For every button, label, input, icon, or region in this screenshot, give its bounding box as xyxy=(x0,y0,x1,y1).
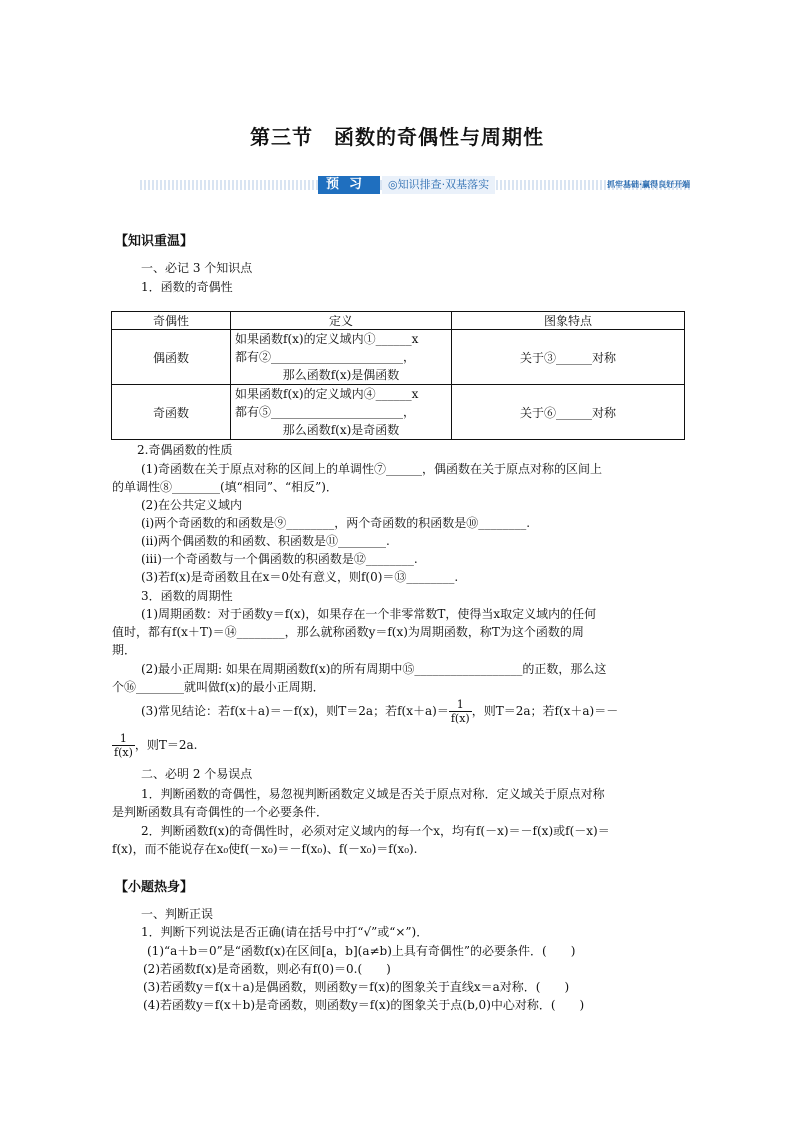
fraction-numerator: 1 xyxy=(449,698,472,712)
table-header: 奇偶性 xyxy=(112,312,231,330)
fraction-denominator: f(x) xyxy=(114,746,133,759)
table-cell: 奇函数 xyxy=(112,385,231,440)
def-line: 如果函数f(x)的定义域内①______x xyxy=(235,332,419,346)
table-cell: 关于③______对称 xyxy=(452,330,685,385)
text-line: (ⅱ)两个偶函数的和函数、积函数是⑪________. xyxy=(141,534,390,548)
fraction xyxy=(112,732,135,759)
def-line: 那么函数f(x)是偶函数 xyxy=(282,368,400,382)
def-line: 那么函数f(x)是奇函数 xyxy=(282,423,400,437)
table-header: 定义 xyxy=(231,312,452,330)
section-heading-knowledge: 【知识重温】 xyxy=(115,234,194,249)
judge-item: (2)若函数f(x)是奇函数，则必有f(0)＝0.( ) xyxy=(143,962,391,976)
text-line: 值时，都有f(x＋T)＝⑭________，那么就称函数y＝f(x)为周期函数，称T为这个函数的周 xyxy=(112,625,584,639)
text-line: 是判断函数具有奇偶性的一个必要条件． xyxy=(112,805,329,819)
preview-banner xyxy=(140,176,690,194)
table-header: 图象特点 xyxy=(452,312,685,330)
text-line: (ⅰ)两个奇函数的和函数是⑨________，两个奇函数的积函数是⑩________. xyxy=(141,516,531,530)
def-line: 如果函数f(x)的定义域内④______x xyxy=(235,387,419,401)
judge-item: (1)“a＋b＝0”是“函数f(x)在区间[a，b](a≠b)上具有奇偶性”的必要条件．( ) xyxy=(147,944,576,958)
fraction xyxy=(449,698,472,725)
parity-table xyxy=(111,311,685,440)
text-line: 1．判断下列说法是否正确(请在括号中打“√”或“×”)． xyxy=(141,925,429,939)
part-heading: 一、判断正误 xyxy=(141,907,214,921)
text-line: 2．判断函数f(x)的奇偶性时，必须对定义域内的每一个x，均有f(－x)＝－f(x)或f(－x)＝ xyxy=(141,824,610,838)
def-line: 都有⑤______________________， xyxy=(235,405,416,419)
text-line: (3)若f(x)是奇函数且在x＝0处有意义，则f(0)＝⑬________. xyxy=(141,570,459,584)
table-row xyxy=(112,330,685,385)
text-segment: ，则T＝2a. xyxy=(134,738,198,752)
item-heading: 3．函数的周期性 xyxy=(141,589,233,603)
table-cell xyxy=(231,330,452,385)
part-heading: 一、必记 3 个知识点 xyxy=(141,261,253,275)
text-line: 的单调性⑧________(填“相同”、“相反”)． xyxy=(112,480,338,494)
banner-slogan: 抓牢基础·赢得良好开端 xyxy=(606,180,690,189)
table-row xyxy=(112,385,685,440)
part-heading: 二、必明 2 个易误点 xyxy=(141,767,253,781)
text-segment: ，则T＝2a；若f(x＋a)＝－ xyxy=(471,704,619,718)
text-line: (2)在公共定义域内 xyxy=(141,498,242,512)
banner-tag: 预习 xyxy=(318,176,380,194)
table-cell xyxy=(231,385,452,440)
table-header-row xyxy=(112,312,685,330)
section-heading-warmup: 【小题热身】 xyxy=(115,880,194,895)
judge-item: (3)若函数y＝f(x＋a)是偶函数，则函数y＝f(x)的图象关于直线x＝a对称．( ) xyxy=(143,980,570,994)
text-line: (ⅲ)一个奇函数与一个偶函数的积函数是⑫________. xyxy=(141,552,418,566)
text-line: 个⑯________就叫做f(x)的最小正周期． xyxy=(112,680,325,694)
def-line: 都有②______________________， xyxy=(235,350,416,364)
formula-line xyxy=(112,732,197,759)
table-cell: 偶函数 xyxy=(112,330,231,385)
text-line: f(x)，而不能说存在x₀使f(－x₀)＝－f(x₀)、f(－x₀)＝f(x₀). xyxy=(112,842,418,856)
text-line: (1)周期函数：对于函数y＝f(x)，如果存在一个非零常数T，使得当x取定义域内的任何 xyxy=(141,607,597,621)
text-line: 期． xyxy=(112,643,137,657)
table-cell: 关于⑥______对称 xyxy=(452,385,685,440)
formula-line xyxy=(141,698,618,725)
judge-item: (4)若函数y＝f(x＋b)是奇函数，则函数y＝f(x)的图象关于点(b,0)中心对称．( ) xyxy=(143,998,585,1012)
text-line: (2)最小正周期: 如果在周期函数f(x)的所有周期中⑮__________________的正数，那么这 xyxy=(141,662,607,676)
page-title: 第三节 函数的奇偶性与周期性 xyxy=(250,125,544,149)
text-line: (1)奇函数在关于原点对称的区间上的单调性⑦______，偶函数在关于原点对称的区间上 xyxy=(141,462,603,476)
fraction-denominator: f(x) xyxy=(450,712,470,725)
text-line: 1．判断函数的奇偶性，易忽视判断函数定义域是否关于原点对称．定义域关于原点对称 xyxy=(141,787,605,801)
banner-subtitle: ◎知识排查·双基落实 xyxy=(382,176,495,194)
item-heading: 1．函数的奇偶性 xyxy=(141,280,233,294)
fraction-numerator: 1 xyxy=(112,732,135,746)
item-heading: 2.奇偶函数的性质 xyxy=(137,443,233,457)
text-segment: (3)常见结论：若f(x＋a)＝－f(x)，则T＝2a；若f(x＋a)＝ xyxy=(141,704,449,718)
